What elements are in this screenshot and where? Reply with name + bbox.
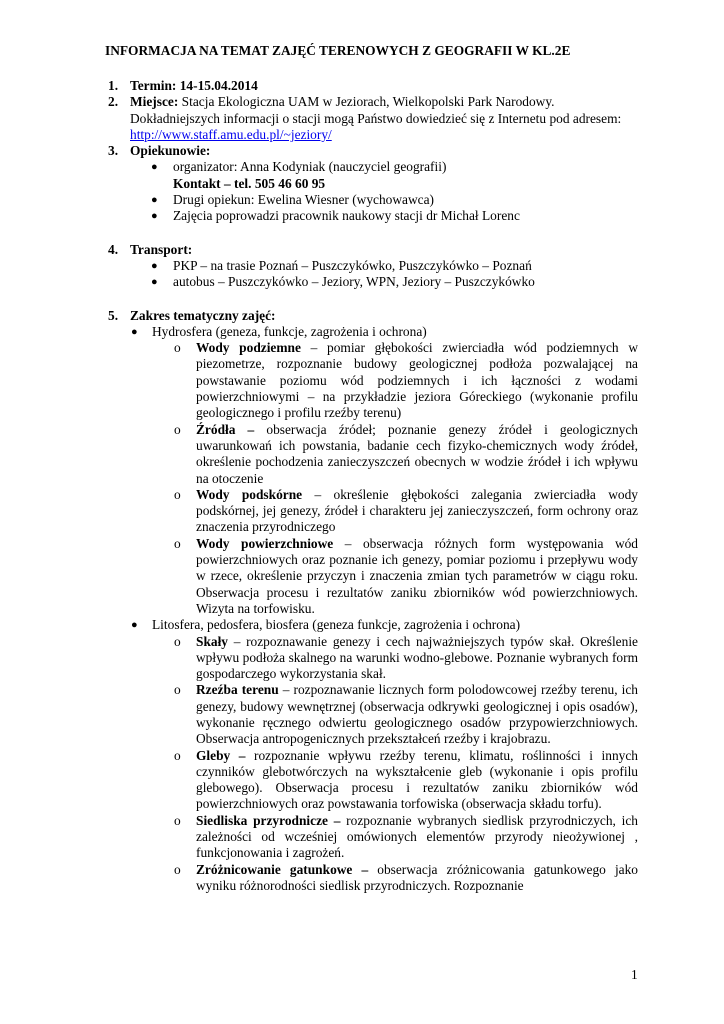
section-transport [0,242,630,258]
topic-item [0,748,638,813]
topic-text: – obserwacja różnych form występowania wód powierzchniowych oraz poznanie ich genezy, pomiar poziomu i przepływu wody w rzece, określenie przyczyn i znaczenia zmian tych parametrów w ciągu roku. Obserwacja procesu i rezultatów zaniku zbiorników wód powierzchniowych. Wizyta na torfowisku. [196,535,638,616]
list-item [0,192,643,208]
circle-bullet-icon: o [174,633,181,649]
document-title: INFORMACJA NA TEMAT ZAJĘĆ TERENOWYCH Z GEOGRAFII W KL.2E [105,43,571,58]
circle-bullet-icon: o [174,812,181,828]
topic-term: Rzeźba terenu [196,682,279,698]
section-guardians [0,143,630,159]
circle-bullet-icon: o [174,747,181,763]
guardians-label: Opiekunowie: [130,143,211,159]
topic-term: Gleby – [196,747,246,763]
topic-term: Wody podskórne [196,486,303,502]
circle-bullet-icon: o [174,340,181,356]
list-item [0,324,622,340]
document-body [0,78,724,894]
section-date [0,78,630,94]
topic-item [0,813,638,862]
topic-term: Siedliska przyrodnicze – [196,812,341,828]
section-number: 1. [108,78,119,93]
lithosphere-title: Litosfera, pedosfera, biosfera (geneza funkcje, zagrożenia i ochrona) [152,617,521,633]
topic-text: obserwacja źródeł; poznanie genezy źródeł i geologicznych uwarunkowań ich powstania, badanie cech fizyko-chemicznych wody źródeł, określenie pochodzenia zanieczyszczeń obecnych w wodzie źródeł i ich wpływu na otoczenie [196,421,638,486]
organizer-text: organizator: Anna Kodyniak (nauczyciel geografii) [173,159,447,175]
topic-item [0,422,638,487]
topic-item [0,340,638,421]
second-guardian-text: Drugi opiekun: Ewelina Wiesner (wychowawca) [173,192,434,208]
topic-item [0,487,638,536]
contact-text: Kontakt – tel. 505 46 60 95 [173,175,326,191]
topic-text: obserwacja zróżnicowania gatunkowego jako wyniku różnorodności siedlisk przyrodniczych. Rozpoznanie [196,861,638,893]
page-number: 1 [631,967,638,982]
topic-item [0,862,638,895]
circle-bullet-icon: o [174,421,181,437]
list-item [0,208,643,224]
topic-text: rozpoznanie wpływu rzeźby terenu, klimatu, roślinności i innych czynników glebotwórczych na wykształcenie gleb (wykonanie i opis profilu glebowego). Obserwacja procesu i rezultatów zaniku zbiorników wód powierzchniowych oraz powstawania torfowiska (obserwacja składu torfu). [196,747,638,812]
topic-item [0,682,638,747]
topics-label: Zakres tematyczny zajęć: [130,307,276,323]
list-item [0,617,622,633]
list-item [0,258,643,274]
date-label: Termin: 14-15.04.2014 [130,78,258,93]
circle-bullet-icon: o [174,486,181,502]
topic-text: – rozpoznawanie genezy i cech najważniejszych typów skał. Określenie wpływu podłoża skalnego na warunki wodno-glebowe. Poznanie wybranych form gospodarczego wykorzystania skał. [196,633,638,682]
list-item [0,159,643,192]
place-text: Stacja Ekologiczna UAM w Jeziorach, Wielkopolski Park Narodowy. Dokładniejszych informacji o stacji mogą Państwo dowiedzieć się z Internetu pod adresem: [130,94,622,126]
topic-term: Wody powierzchniowe [196,535,334,551]
topic-item [0,634,638,683]
station-link[interactable]: http://www.staff.amu.edu.pl/~jeziory/ [130,126,332,142]
section-topics [0,308,630,324]
topic-item [0,536,638,617]
bullet-icon: ● [151,161,158,174]
circle-bullet-icon: o [174,861,181,877]
lead-text: Zajęcia poprowadzi pracownik naukowy stacji dr Michał Lorenc [173,208,520,224]
list-item [0,274,643,290]
topic-text: – pomiar głębokości zwierciadła wód podziemnych w piezometrze, rozpoznanie budowy geologicznej podłoża pozwalającej na powstawanie poziomu wód podziemnych i ich łączności z wodami powierzchniowymi – na przykładzie jeziora Góreckiego (wykonanie profilu geologicznego i profilu rzeźby terenu) [196,340,638,421]
transport-item: autobus – Puszczykówko – Jeziory, WPN, Jeziory – Puszczykówko [173,274,535,290]
bullet-icon: ● [151,276,158,289]
topic-text: – określenie głębokości zalegania zwierciadła wody podskórnej, jej genezy, źródeł i charakteru jej zanieczyszczeń, form ochrony oraz znaczenia przyrodniczego [196,486,638,535]
bullet-icon: ● [131,325,138,338]
circle-bullet-icon: o [174,535,181,551]
section-number: 5. [108,307,119,323]
circle-bullet-icon: o [174,682,181,698]
topic-term: Źródła – [196,421,255,437]
section-number: 2. [108,94,119,110]
bullet-icon: ● [151,259,158,272]
transport-item: PKP – na trasie Poznań – Puszczykówko, Puszczykówko – Poznań [173,257,532,273]
bullet-icon: ● [151,194,158,207]
section-number: 3. [108,143,119,159]
topic-text: – rozpoznawanie licznych form polodowcowej rzeźby terenu, ich genezy, budowy wewnętrznej (obserwacja odkrywki geologicznej i opis osadów), wykonanie ręcznego odwiertu geologicznego osadów przypowierzchniowych. Obserwacja antropogenicznych przekształceń rzeźby i krajobrazu. [196,682,638,747]
section-place [0,94,630,143]
bullet-icon: ● [151,210,158,223]
bullet-icon: ● [131,619,138,632]
topic-term: Skały [196,633,229,649]
place-label: Miejsce: [130,94,179,110]
topic-text: rozpoznanie wybranych siedlisk przyrodniczych, ich zależności od wcześniej omówionych elementów przyrody nieożywionej , funkcjonowania i zagrożeń. [196,812,638,861]
transport-label: Transport: [130,241,193,257]
topic-term: Wody podziemne [196,340,301,356]
topic-term: Zróżnicowanie gatunkowe – [196,861,369,877]
section-number: 4. [108,241,119,257]
hydrosphere-title: Hydrosfera (geneza, funkcje, zagrożenia i ochrona) [152,323,427,339]
